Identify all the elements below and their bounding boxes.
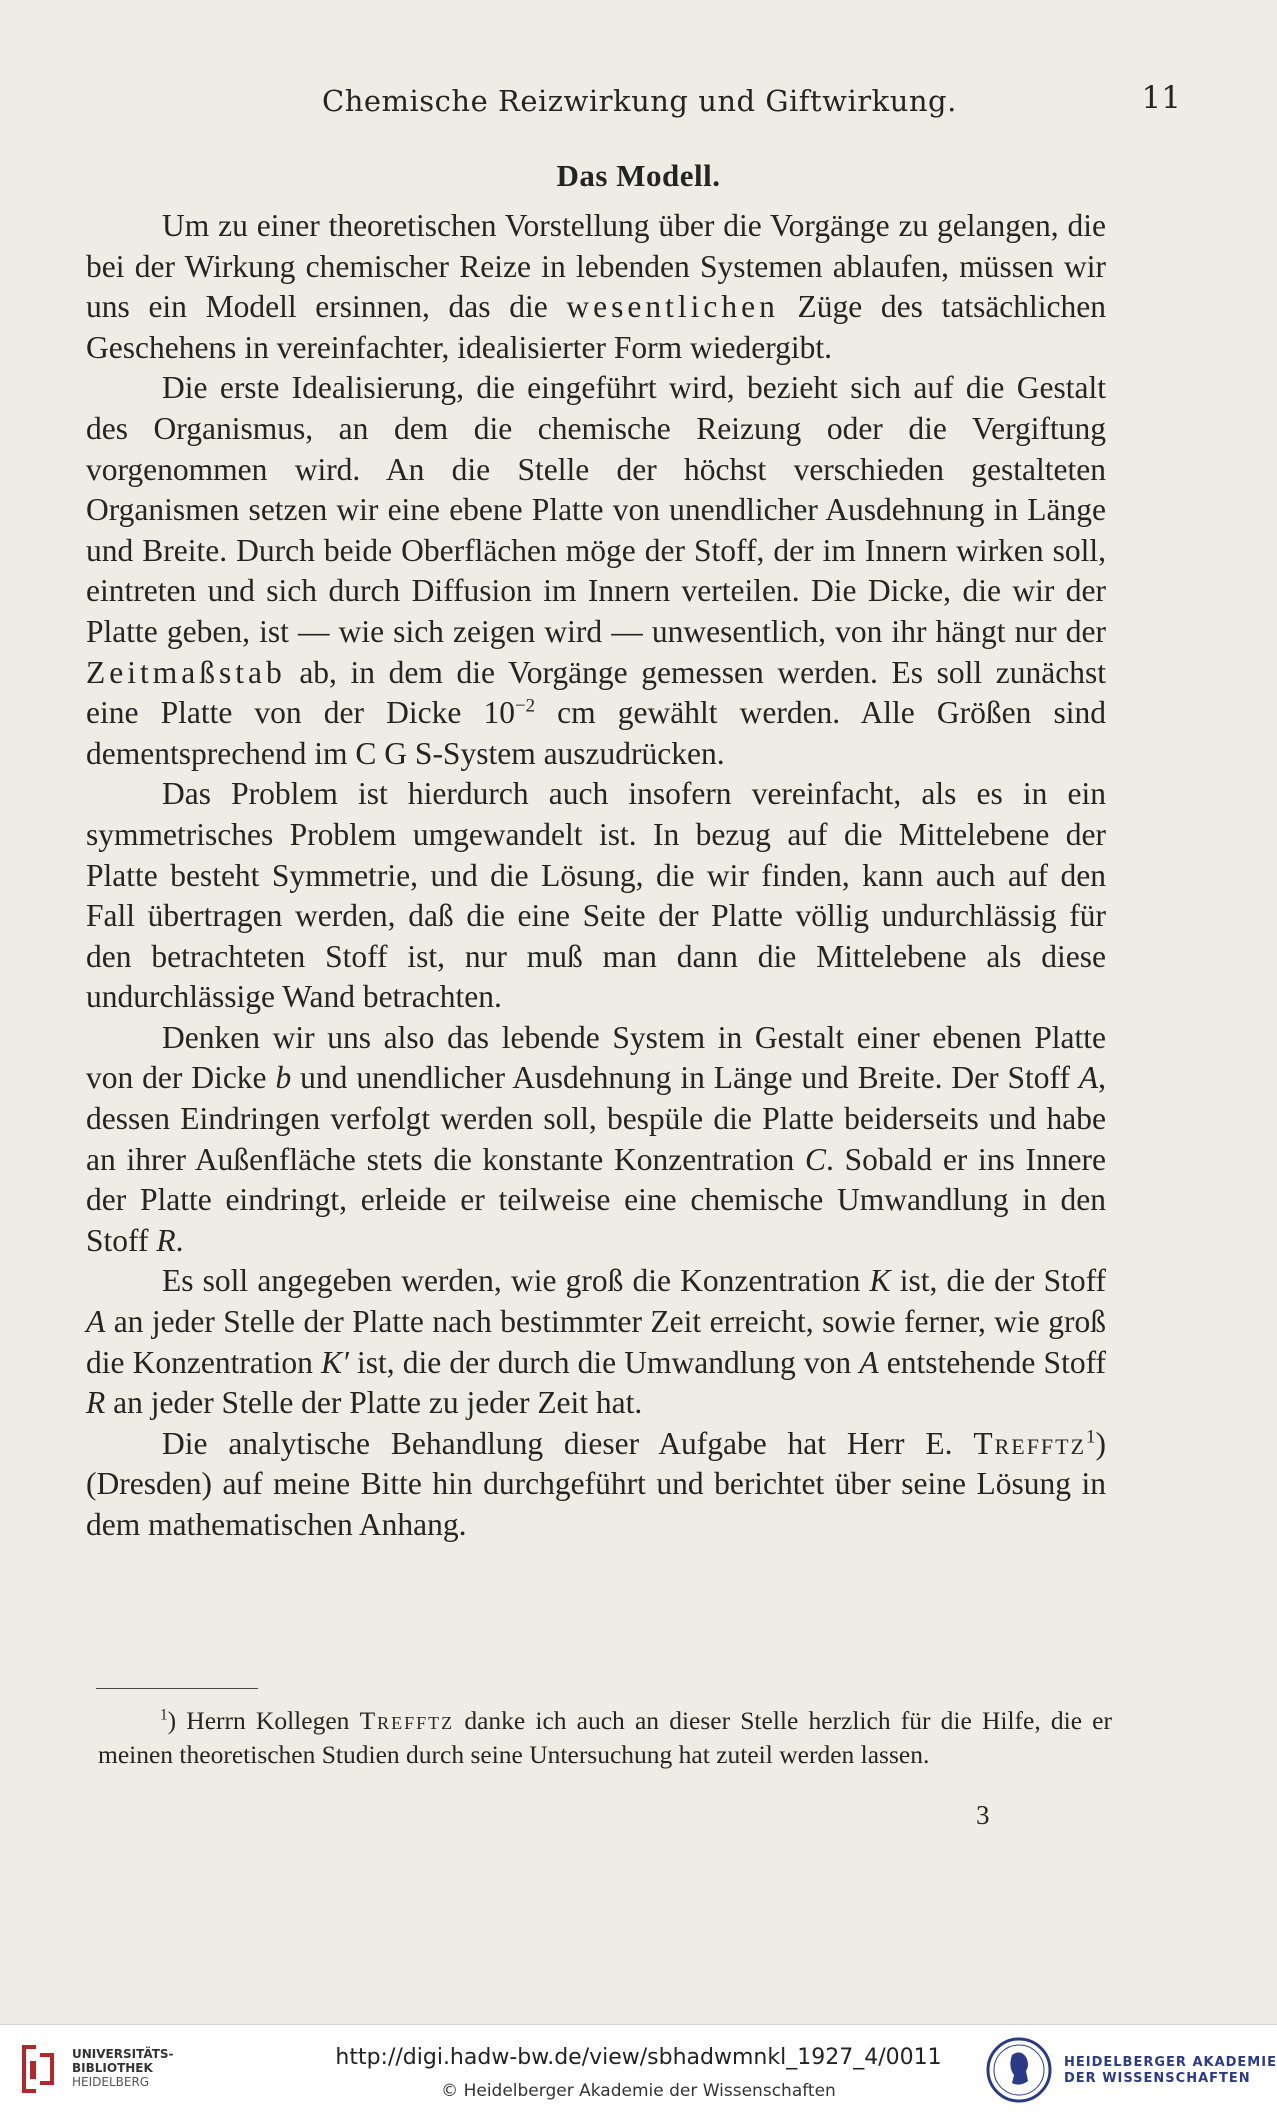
emphasis-wesentlichen: wesentlichen bbox=[566, 289, 779, 325]
text-run: ist, die der durch die Umwandlung von bbox=[348, 1344, 860, 1380]
academy-seal-icon[interactable] bbox=[984, 2035, 1054, 2105]
permalink-url[interactable]: http://digi.hadw-bw.de/view/sbhadwmnkl_1927_4/0011 bbox=[335, 2045, 942, 2070]
viewer-footer bbox=[0, 2024, 1277, 2115]
paragraph-5 bbox=[86, 1261, 1106, 1423]
text-run: Um zu einer theoretischen Vorstellung über die Vorgänge zu gelangen, die bei der Wirkung chemischer Reize in lebenden Systemen ablaufen, müssen wir uns ein Modell ersinnen, das die bbox=[86, 208, 1106, 325]
text-run: Züge des tatsächlichen Geschehens in vereinfachter, idealisierter Form wiedergibt. bbox=[86, 289, 1107, 365]
variable-k: K bbox=[869, 1263, 891, 1299]
logo-line: UNIVERSITÄTS- bbox=[72, 2047, 174, 2061]
paragraph-4 bbox=[86, 1018, 1106, 1262]
text-run: ist, die der Stoff bbox=[890, 1263, 1107, 1299]
text-run: an jeder Stelle der Platte nach bestimmter Zeit erreicht, sowie ferner, wie groß die Konzentration bbox=[86, 1304, 1106, 1380]
body-text bbox=[86, 206, 1106, 1546]
author-name: Trefftz bbox=[973, 1425, 1087, 1461]
logo-line: DER WISSENSCHAFTEN bbox=[1064, 2071, 1251, 2086]
variable-a: A bbox=[859, 1344, 879, 1380]
paragraph-6 bbox=[86, 1424, 1106, 1546]
footnote-text bbox=[98, 1704, 1112, 1772]
variable-b: b bbox=[275, 1060, 292, 1096]
page-number: 11 bbox=[1141, 80, 1181, 116]
copyright-notice: © Heidelberger Akademie der Wissenschaften bbox=[441, 2081, 836, 2101]
text-run: danke ich auch an dieser Stelle herzlich für die Hilfe, die er meinen theoretischen Studien durch seine Untersuchung hat zuteil werden lassen. bbox=[98, 1706, 1112, 1769]
text-run: ) (Dresden) auf meine Bitte hin durchgeführt und berichtet über seine Lösung in dem mathematischen Anhang. bbox=[86, 1425, 1106, 1542]
text-run: an jeder Stelle der Platte zu jeder Zeit hat. bbox=[105, 1385, 643, 1421]
running-head: Chemische Reizwirkung und Giftwirkung. bbox=[322, 84, 957, 118]
paragraph-3: Das Problem ist hierdurch auch insofern vereinfacht, als es in ein symmetrisches Problem umgewandelt ist. In bezug auf die Mittelebene der Platte besteht Symmetrie, und die Lösung, die wir finden, kann auch auf den Fall übertragen werden, daß die eine Seite der Platte völlig undurchlässig für den betrachteten Stoff ist, nur muß man dann die Mittelebene als diese undurchlässige Wand betrachten. bbox=[86, 776, 1106, 1015]
variable-k-prime: K′ bbox=[320, 1344, 349, 1380]
academy-label bbox=[1064, 2055, 1277, 2087]
variable-r: R bbox=[86, 1385, 106, 1421]
footnote-number: 1 bbox=[160, 1706, 168, 1724]
text-run: . Sobald er ins Innere der Platte eindringt, erleide er teilweise eine chemische Umwandlung in den Stoff bbox=[86, 1141, 1106, 1258]
text-run: Denken wir uns also das lebende System in Gestalt einer ebenen Platte von der Dicke bbox=[86, 1019, 1106, 1096]
text-run: und unendlicher Ausdehnung in Länge und Breite. Der Stoff bbox=[291, 1060, 1079, 1096]
page-header bbox=[90, 78, 1181, 122]
variable-r: R bbox=[156, 1222, 176, 1258]
section-title: Das Modell. bbox=[556, 158, 721, 193]
logo-line: BIBLIOTHEK bbox=[72, 2061, 153, 2075]
text-run: Es soll angegeben werden, wie groß die Konzentration bbox=[162, 1263, 870, 1299]
text-run: Die analytische Behandlung dieser Aufgabe hat Herr E. bbox=[162, 1425, 974, 1461]
paragraph-1 bbox=[86, 206, 1106, 368]
text-run: . bbox=[175, 1222, 184, 1258]
text-run: entstehende Stoff bbox=[878, 1344, 1106, 1380]
logo-line: HEIDELBERG bbox=[72, 2075, 150, 2089]
paragraph-2 bbox=[86, 368, 1106, 774]
signature-mark: 3 bbox=[976, 1800, 990, 1830]
footnote bbox=[98, 1704, 1112, 1772]
text-run: cm gewählt werden. Alle Größen sind dementsprechend im C G S-System auszudrücken. bbox=[86, 695, 1106, 771]
footnote-rule bbox=[96, 1688, 258, 1689]
text-run: ) Herrn Kollegen bbox=[167, 1706, 360, 1735]
footnote-ref: 1 bbox=[1086, 1426, 1096, 1448]
text-run: Die erste Idealisierung, die eingeführt wird, bezieht sich auf die Gestalt des Organismus, an dem die chemische Reizung oder die Vergiftung vorgenommen wird. An die Stelle der höchst verschieden gestalteten Organismen setzen wir eine ebene Platte von unendlicher Ausdehnung in Länge und Breite. Durch beide Oberflächen möge der Stoff, der im Innern wirken soll, eintreten und sich durch Diffusion im Innern verteilen. Die Dicke, die wir der Platte geben, ist — wie sich zeigen wird — unwesentlich, von ihr hängt nur der bbox=[86, 370, 1106, 649]
variable-a: A bbox=[86, 1304, 106, 1340]
author-name: Trefftz bbox=[359, 1706, 455, 1735]
text-run: , dessen Eindringen verfolgt werden soll, bespüle die Platte beiderseits und habe an ihrer Außenfläche stets die konstante Konzentration bbox=[86, 1060, 1106, 1177]
exponent: −2 bbox=[514, 695, 536, 717]
variable-a: A bbox=[1078, 1060, 1099, 1096]
logo-line: HEIDELBERGER AKADEMIE bbox=[1064, 2055, 1277, 2070]
emphasis-zeitmassstab: Zeitmaßstab bbox=[86, 654, 286, 690]
text-run: ab, in dem die Vorgänge gemessen werden. Es soll zunächst eine Platte von der Dicke 10 bbox=[86, 654, 1106, 731]
variable-c: C bbox=[804, 1141, 826, 1177]
